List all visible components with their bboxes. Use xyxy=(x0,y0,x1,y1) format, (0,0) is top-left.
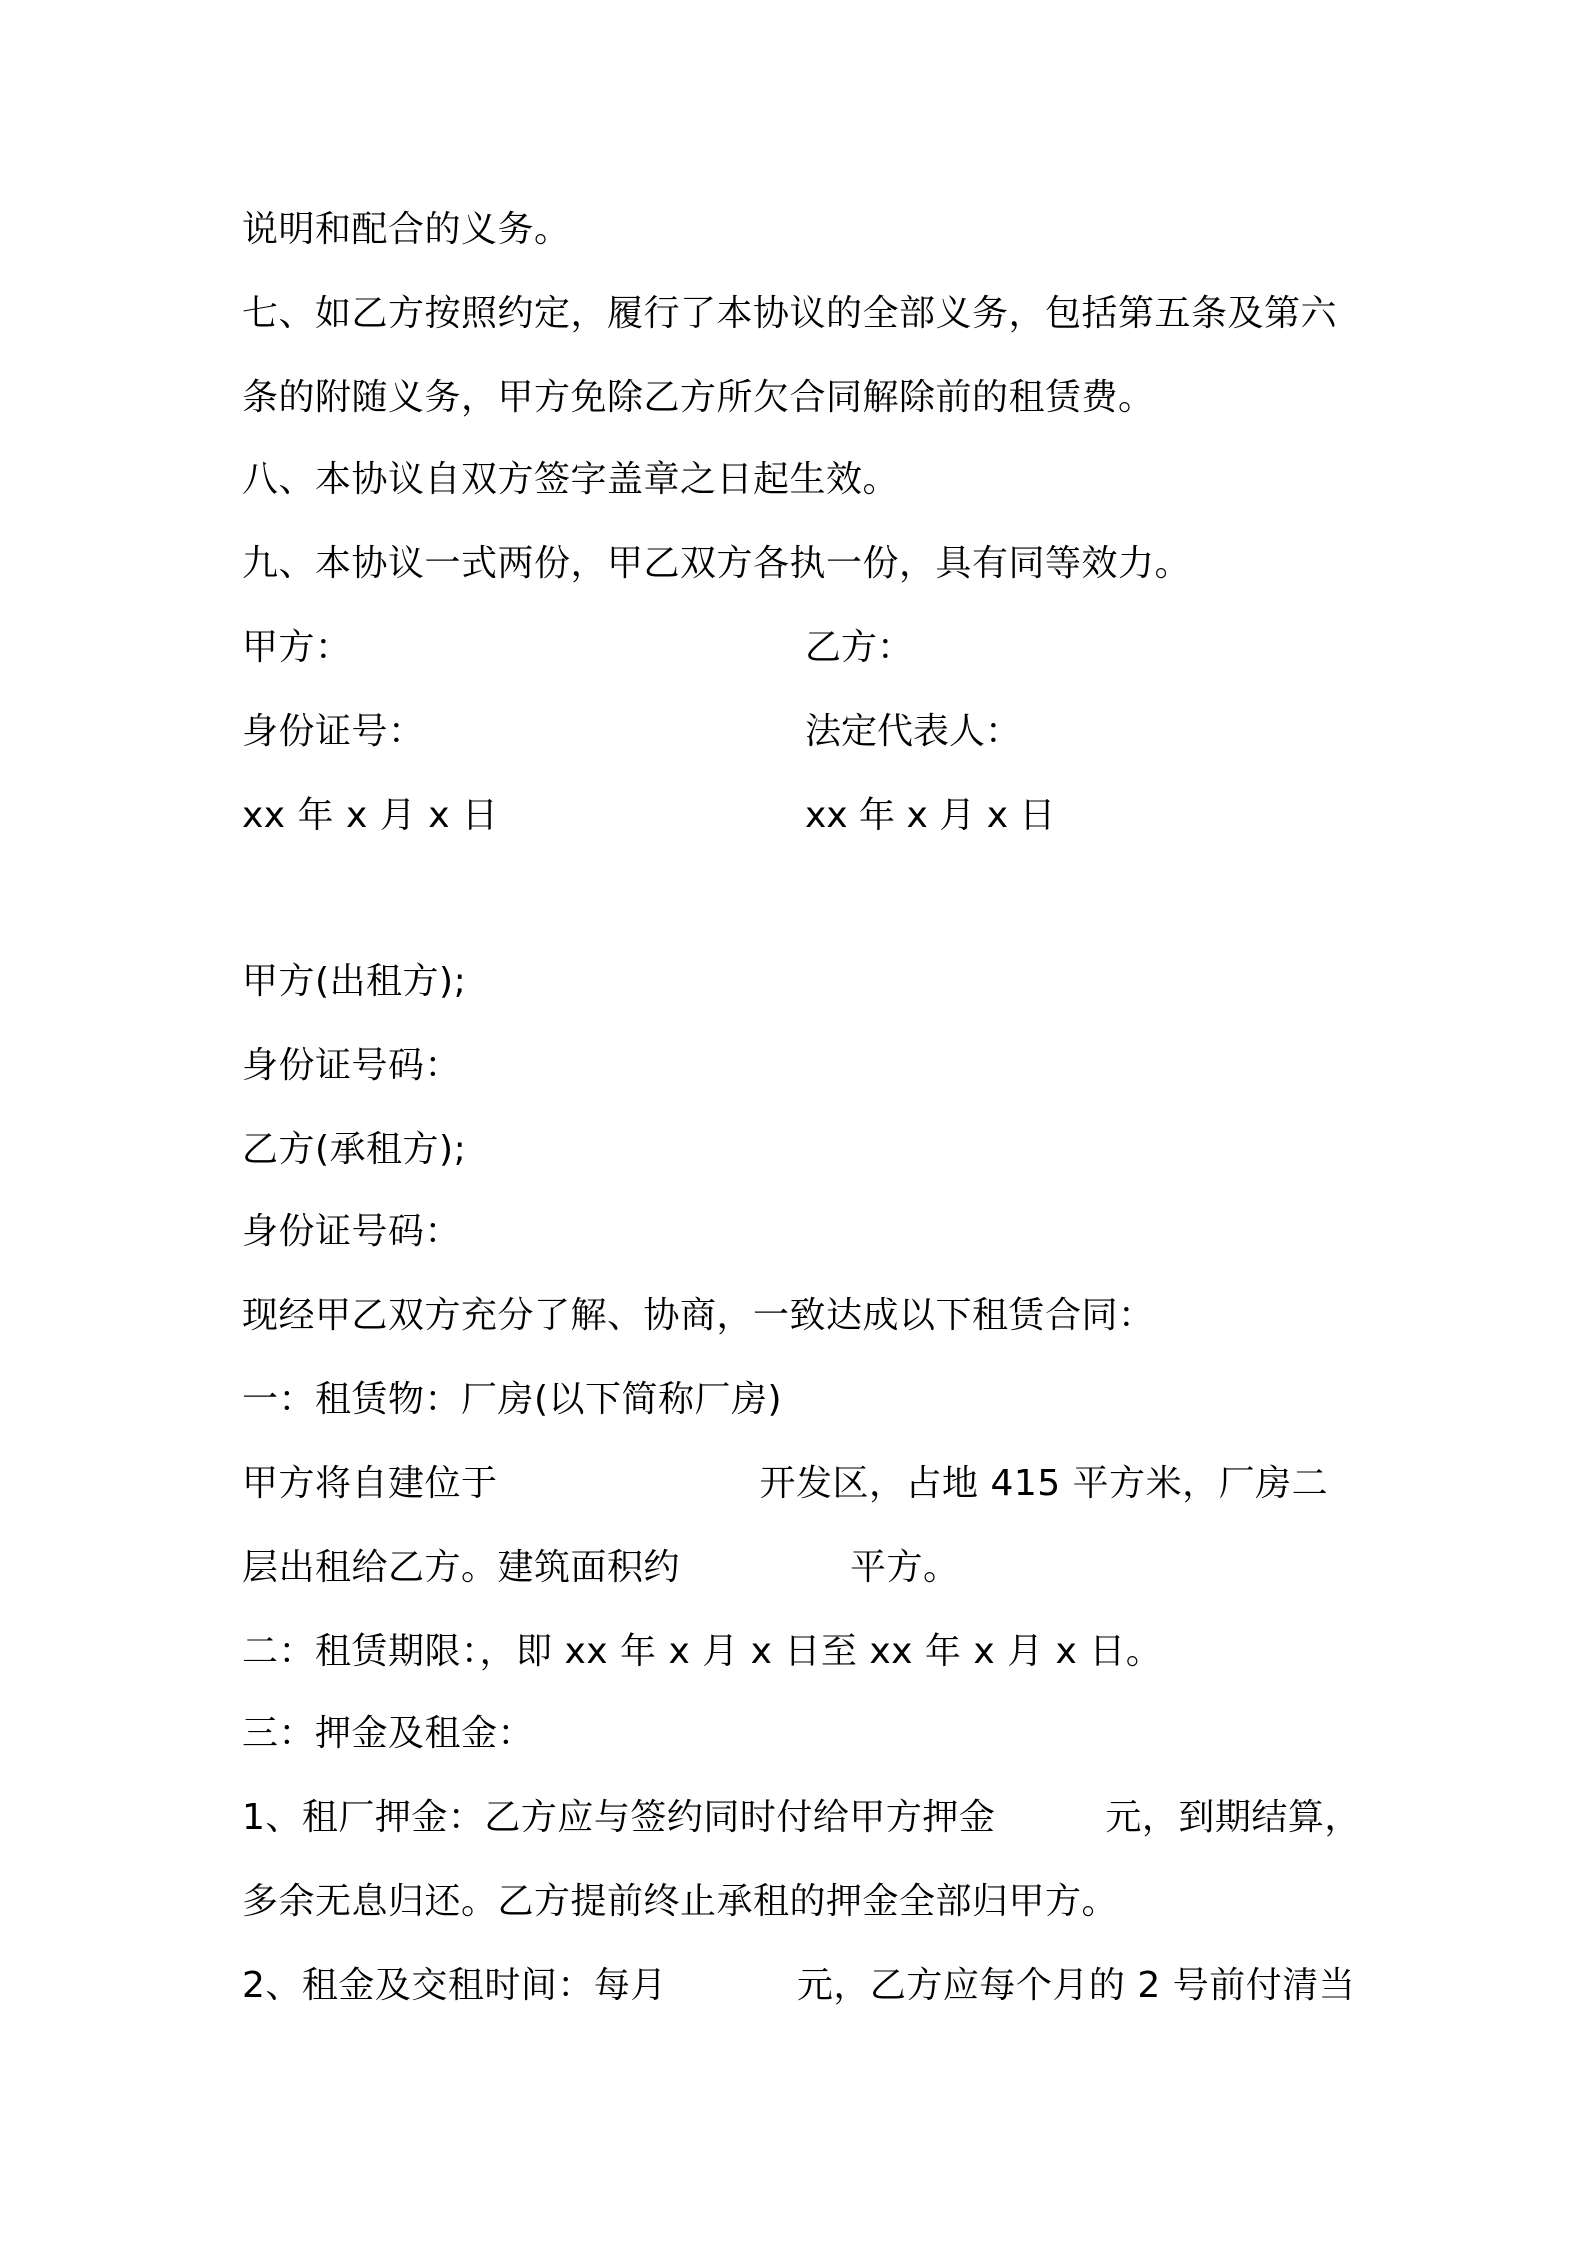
item3-2-part2: 元，乙方应每个月的 2 号前付清当 xyxy=(796,1965,1356,2006)
text-line-4: 八、本协议自双方签字盖章之日起生效。 xyxy=(242,459,900,500)
item1-line-a-part1: 甲方将自建位于 xyxy=(242,1463,498,1504)
text-line-5: 九、本协议一式两份，甲乙双方各执一份，具有同等效力。 xyxy=(242,543,1192,584)
signature-party-a: 甲方： xyxy=(242,627,352,668)
item2-line: 二：租赁期限：，即 xx 年 x 月 x 日至 xx 年 x 月 x 日。 xyxy=(242,1631,1163,1672)
signature-date-b: xx 年 x 月 x 日 xyxy=(805,795,1056,836)
item1-line-a-part2: 开发区，占地 415 平方米，厂房二 xyxy=(759,1463,1329,1504)
item3-1-line xyxy=(242,1794,1361,1842)
signature-legal-rep: 法定代表人： xyxy=(805,711,1022,752)
item3-title: 三：押金及租金： xyxy=(242,1713,535,1754)
item1-title: 一：租赁物：厂房(以下简称厂房) xyxy=(242,1379,783,1420)
lessor-line: 甲方(出租方); xyxy=(242,961,467,1002)
item1-line-a xyxy=(242,1460,1328,1508)
item1-line-b xyxy=(242,1544,960,1592)
signature-party-b: 乙方： xyxy=(805,627,914,668)
item3-2-part1: 2、租金及交租时间：每月 xyxy=(242,1965,667,2006)
item3-1-part1: 1、租厂押金：乙方应与签约同时付给甲方押金 xyxy=(242,1797,996,1838)
text-line-3: 条的附随义务，甲方免除乙方所欠合同解除前的租赁费。 xyxy=(242,377,1155,418)
item1-line-b-part1: 层出租给乙方。建筑面积约 xyxy=(242,1547,681,1588)
item1-line-b-part2: 平方。 xyxy=(850,1547,960,1588)
text-line-1: 说明和配合的义务。 xyxy=(242,209,571,250)
lessee-line: 乙方(承租方); xyxy=(242,1129,467,1170)
signature-id-number: 身份证号： xyxy=(242,711,425,752)
item3-1-line-b: 多余无息归还。乙方提前终止承租的押金全部归甲方。 xyxy=(242,1881,1119,1922)
lessee-id-line: 身份证号码： xyxy=(242,1211,462,1252)
item3-2-line xyxy=(242,1962,1355,2010)
text-line-2: 七、如乙方按照约定，履行了本协议的全部义务，包括第五条及第六 xyxy=(242,293,1338,334)
lessor-id-line: 身份证号码： xyxy=(242,1045,462,1086)
signature-date-a: xx 年 x 月 x 日 xyxy=(242,795,499,836)
intro-line: 现经甲乙双方充分了解、协商，一致达成以下租赁合同： xyxy=(242,1295,1155,1336)
item3-1-part2: 元，到期结算， xyxy=(1105,1797,1361,1838)
